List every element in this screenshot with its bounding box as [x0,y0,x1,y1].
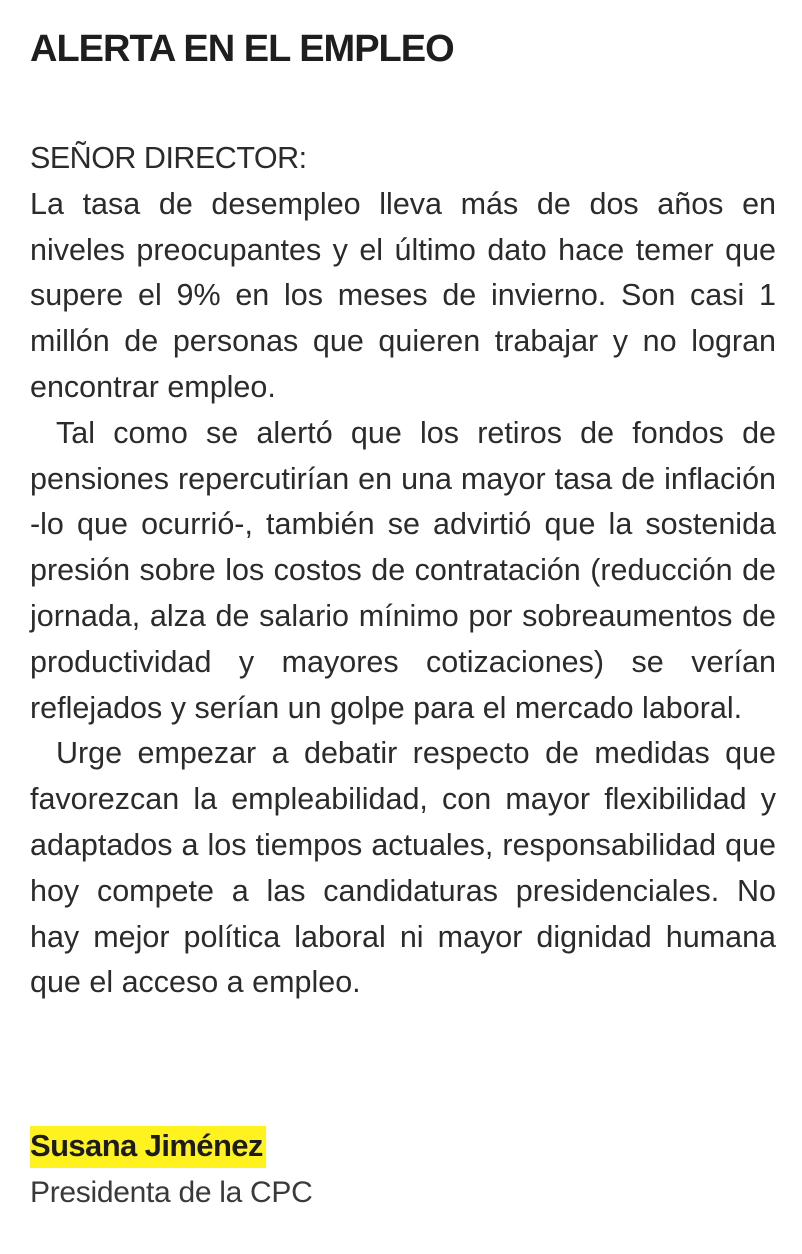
signature-block [30,1126,313,1212]
author-name: Susana Jiménez [30,1126,266,1168]
headline: ALERTA EN EL EMPLEO [30,28,454,70]
paragraph-3: Urge empezar a debatir respecto de medidas que favorezcan la empleabilidad, con mayor flexibilidad y adaptados a los tiempos actuales, responsabilidad que hoy compete a las candidaturas presidenciales. No hay mejor política laboral ni mayor dignidad humana que el acceso a empleo. [30,736,776,1000]
salutation: SEÑOR DIRECTOR: [30,141,307,175]
letter-body [30,136,776,1006]
paragraph-1: La tasa de desempleo lleva más de dos años en niveles preocupantes y el último dato hace temer que supere el 9% en los meses de invierno. Son casi 1 millón de personas que quieren trabajar y no logran encontrar empleo. [30,186,776,404]
author-role: Presidenta de la CPC [30,1176,313,1209]
paragraph-2: Tal como se alertó que los retiros de fondos de pensiones repercutirían en una mayor tasa de inflación -lo que ocurrió-, también se advirtió que la sostenida presión sobre los costos de contratación (reducción de jornada, alza de salario mínimo por sobreaumentos de productividad y mayores cotizaciones) se verían reflejados y serían un golpe para el mercado laboral. [30,415,776,725]
